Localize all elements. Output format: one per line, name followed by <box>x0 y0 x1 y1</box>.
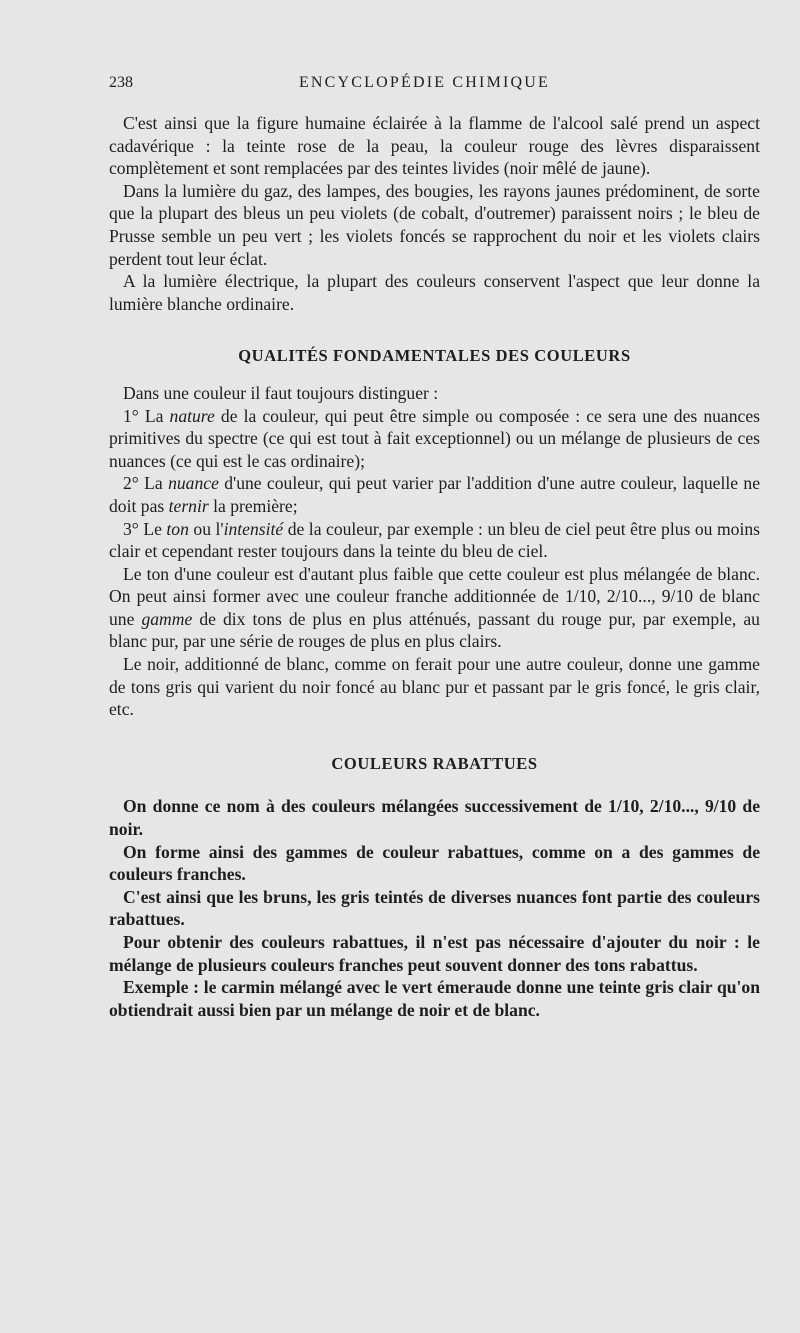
intro-paragraph: A la lumière électrique, la plupart des couleurs conservent l'aspect que leur donne la lumière blanche ordinaire. <box>109 271 760 314</box>
term-gamme: gamme <box>141 608 193 629</box>
term-ternir: ternir <box>168 495 209 516</box>
list-item-ton: 3° Le ton ou l'intensité de la couleur, par exemple : un bleu de ciel peut être plus ou moins clair et cependant rester toujours dans la teinte du bleu de ciel. <box>109 518 760 562</box>
term-nuance: nuance <box>168 473 219 494</box>
running-head: ENCYCLOPÉDIE CHIMIQUE <box>298 74 551 91</box>
term-ton: ton <box>166 518 189 539</box>
list-item-nuance: 2° La nuance d'une couleur, qui peut varier par l'addition d'une autre couleur, laquelle ne doit pas ternir la première; <box>109 473 761 516</box>
list-item-nature: 1° La nature de la couleur, qui peut être simple ou composée : ce sera une des nuances primitives du spectre (ce qui est tout à fait exceptionnel) ou un mélange de plusieurs de ces nuances (ce qui est le cas ordinaire); <box>109 405 760 471</box>
page-header <box>109 74 760 98</box>
section1-intro: Dans une couleur il faut toujours distinguer : <box>123 382 439 403</box>
paragraph-ton: Le ton d'une couleur est d'autant plus faible que cette couleur est plus mélangée de blanc. On peut ainsi former avec une couleur franche additionnée de 1/10, 2/10..., 9/10 de blanc une gamme de dix tons de plus en plus atténués, passant du rouge pur, par exemple, au blanc pur, par une série de rouges de plus en plus clairs. <box>109 563 760 652</box>
intro-paragraph: Dans la lumière du gaz, des lampes, des bougies, les rayons jaunes prédominent, de sorte que la plupart des bleus un peu violets (de cobalt, d'outremer) paraissent noirs ; le bleu de Prusse semble un peu vert ; les violets foncés se rapprochent du noir et les violets clairs perdent tout leur éclat. <box>109 180 760 269</box>
section-title-rabattues: COULEURS RABATTUES <box>331 753 538 773</box>
term-intensite: intensité <box>223 518 284 539</box>
rabattues-paragraph: Exemple : le carmin mélangé avec le vert émeraude donne une teinte gris clair qu'on obtiendrait aussi bien par un mélange de noir et de blanc. <box>109 977 760 1020</box>
rabattues-paragraph: On forme ainsi des gammes de couleur rabattues, comme on a des gammes de couleurs franches. <box>109 841 760 885</box>
section2-body <box>109 795 760 1021</box>
rabattues-paragraph: On donne ce nom à des couleurs mélangées successivement de 1/10, 2/10..., 9/10 de noir. <box>109 796 760 840</box>
page-body <box>109 112 760 1021</box>
rabattues-paragraph: Pour obtenir des couleurs rabattues, il n'est pas nécessaire d'ajouter du noir : le mélange de plusieurs couleurs franches peut souvent donner des tons rabattus. <box>109 932 760 975</box>
page-number: 238 <box>109 74 133 91</box>
paragraph-noir: Le noir, additionné de blanc, comme on ferait pour une autre couleur, donne une gamme de tons gris qui varient du noir foncé au blanc pur et passant par le gris foncé, le gris clair, etc. <box>109 654 760 720</box>
section-title-qualites: QUALITÉS FONDAMENTALES DES COULEURS <box>238 346 631 366</box>
rabattues-paragraph: C'est ainsi que les bruns, les gris teintés de diverses nuances font partie des couleurs rabattues. <box>109 886 760 930</box>
intro-paragraph: C'est ainsi que la figure humaine éclairée à la flamme de l'alcool salé prend un aspect cadavérique : la teinte rose de la peau, la couleur rouge des lèvres disparaissent complètement et sont remplacées par des teintes livides (noir mêlé de jaune). <box>109 113 760 179</box>
term-nature: nature <box>169 405 215 426</box>
